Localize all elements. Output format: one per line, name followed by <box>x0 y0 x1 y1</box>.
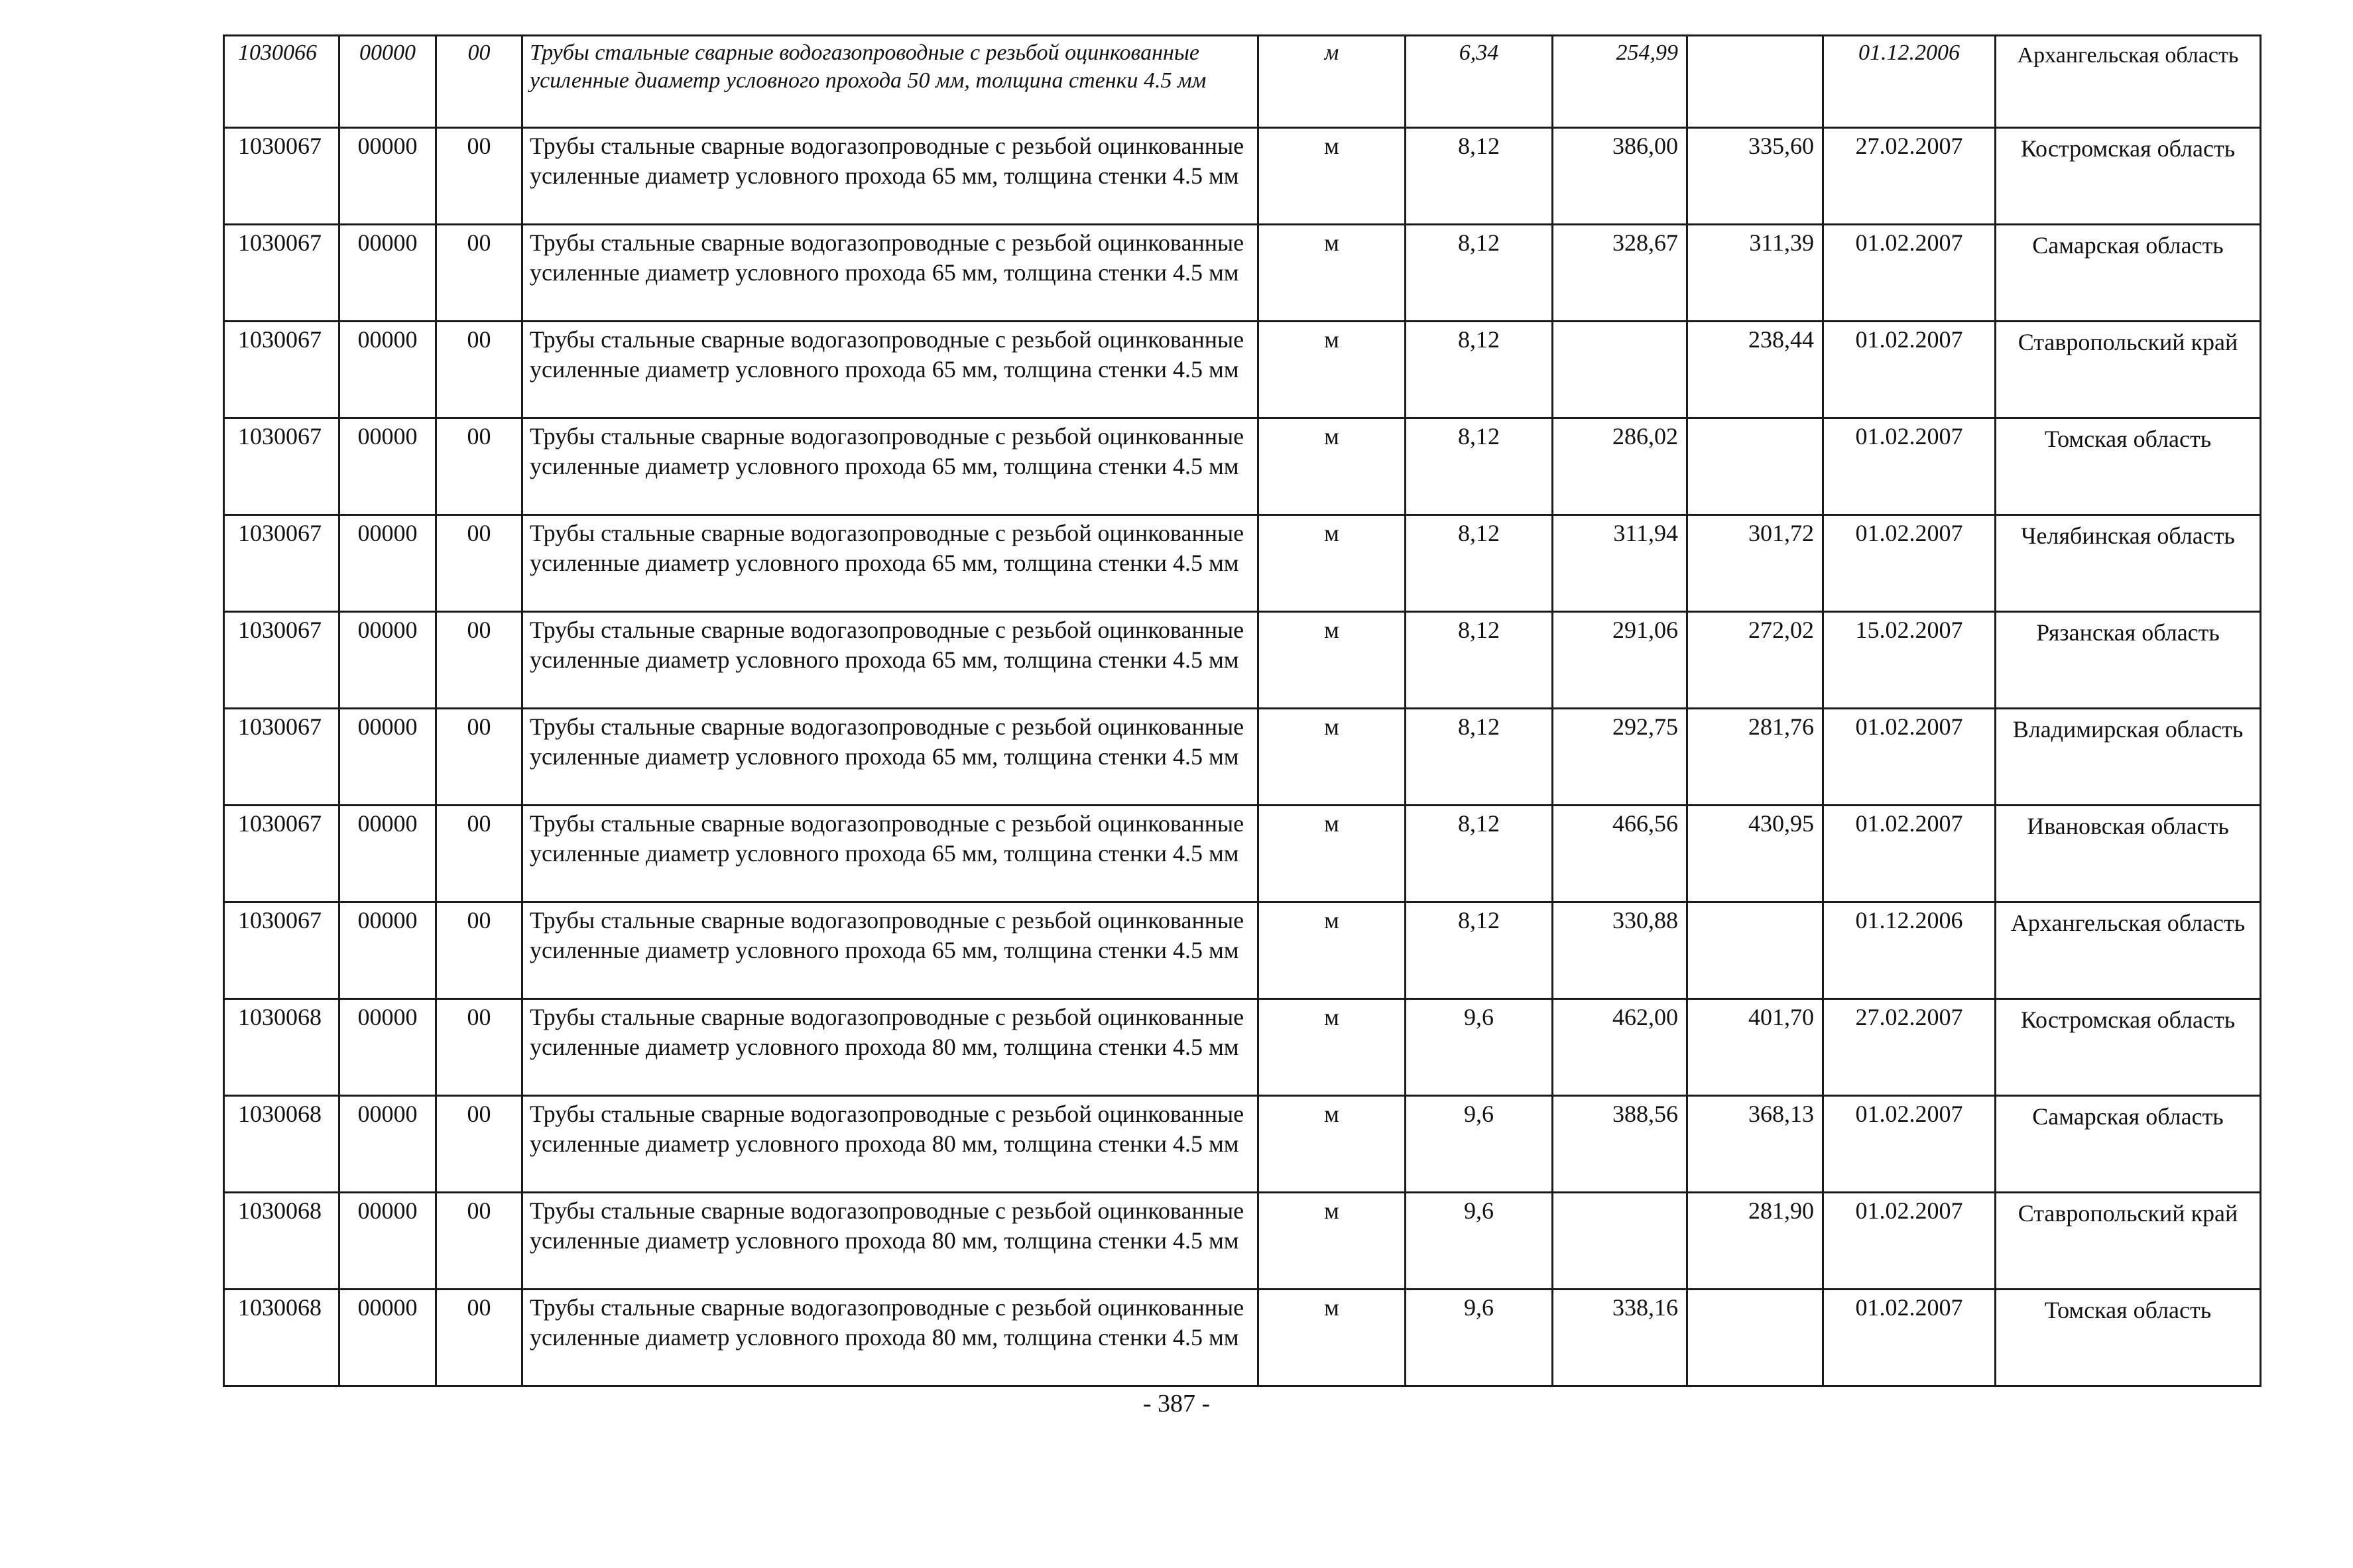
price-1-cell: 338,16 <box>1553 1290 1687 1386</box>
name-cell: Трубы стальные сварные водогазопроводные с резьбой оцинкованные усиленные диаметр условного прохода 65 мм, толщина стенки 4.5 мм <box>522 902 1258 999</box>
page-number: - 387 - <box>1142 1390 1211 1417</box>
date-cell: 27.02.2007 <box>1823 128 1996 225</box>
code-cell: 1030067 <box>224 902 339 999</box>
weight-cell: 8,12 <box>1406 225 1553 322</box>
price-1-cell: 386,00 <box>1553 128 1687 225</box>
version-cell: 00 <box>436 612 522 709</box>
code-cell: 1030068 <box>224 999 339 1096</box>
subcode-cell: 00000 <box>339 322 436 418</box>
unit-cell: м <box>1258 36 1406 128</box>
price-1-cell: 254,99 <box>1553 36 1687 128</box>
price-1-cell: 462,00 <box>1553 999 1687 1096</box>
weight-cell: 8,12 <box>1406 322 1553 418</box>
price-1-cell: 311,94 <box>1553 515 1687 612</box>
version-cell: 00 <box>436 515 522 612</box>
name-cell: Трубы стальные сварные водогазопроводные с резьбой оцинкованные усиленные диаметр условного прохода 80 мм, толщина стенки 4.5 мм <box>522 999 1258 1096</box>
table-row <box>224 515 2261 612</box>
date-cell: 01.02.2007 <box>1823 322 1996 418</box>
name-cell: Трубы стальные сварные водогазопроводные с резьбой оцинкованные усиленные диаметр условного прохода 50 мм, толщина стенки 4.5 мм <box>522 36 1258 128</box>
name-cell: Трубы стальные сварные водогазопроводные с резьбой оцинкованные усиленные диаметр условного прохода 65 мм, толщина стенки 4.5 мм <box>522 225 1258 322</box>
table-row <box>224 902 2261 999</box>
table-row <box>224 1096 2261 1193</box>
table-row <box>224 418 2261 515</box>
table-body <box>224 36 2261 1386</box>
unit-cell: м <box>1258 128 1406 225</box>
code-cell: 1030066 <box>224 36 339 128</box>
date-cell: 01.02.2007 <box>1823 1290 1996 1386</box>
weight-cell: 8,12 <box>1406 806 1553 902</box>
price-2-cell <box>1687 36 1823 128</box>
table-row <box>224 999 2261 1096</box>
name-cell: Трубы стальные сварные водогазопроводные с резьбой оцинкованные усиленные диаметр условного прохода 65 мм, толщина стенки 4.5 мм <box>522 709 1258 806</box>
subcode-cell: 00000 <box>339 1193 436 1290</box>
region-cell: Ставропольский край <box>1996 1193 2261 1290</box>
unit-cell: м <box>1258 322 1406 418</box>
version-cell: 00 <box>436 225 522 322</box>
region-cell: Архангельская область <box>1996 36 2261 128</box>
price-2-cell <box>1687 418 1823 515</box>
name-cell: Трубы стальные сварные водогазопроводные с резьбой оцинкованные усиленные диаметр условного прохода 65 мм, толщина стенки 4.5 мм <box>522 128 1258 225</box>
name-cell: Трубы стальные сварные водогазопроводные с резьбой оцинкованные усиленные диаметр условного прохода 80 мм, толщина стенки 4.5 мм <box>522 1290 1258 1386</box>
date-cell: 15.02.2007 <box>1823 612 1996 709</box>
code-cell: 1030067 <box>224 515 339 612</box>
price-2-cell: 311,39 <box>1687 225 1823 322</box>
weight-cell: 8,12 <box>1406 709 1553 806</box>
price-2-cell: 281,90 <box>1687 1193 1823 1290</box>
price-2-cell <box>1687 902 1823 999</box>
date-cell: 01.02.2007 <box>1823 515 1996 612</box>
table-row <box>224 806 2261 902</box>
code-cell: 1030068 <box>224 1290 339 1386</box>
region-cell: Самарская область <box>1996 1096 2261 1193</box>
price-2-cell <box>1687 1290 1823 1386</box>
date-cell: 01.02.2007 <box>1823 225 1996 322</box>
date-cell: 01.02.2007 <box>1823 418 1996 515</box>
table-row <box>224 1290 2261 1386</box>
table-row <box>224 612 2261 709</box>
version-cell: 00 <box>436 806 522 902</box>
price-1-cell: 330,88 <box>1553 902 1687 999</box>
version-cell: 00 <box>436 1290 522 1386</box>
name-cell: Трубы стальные сварные водогазопроводные с резьбой оцинкованные усиленные диаметр условного прохода 65 мм, толщина стенки 4.5 мм <box>522 322 1258 418</box>
code-cell: 1030068 <box>224 1193 339 1290</box>
version-cell: 00 <box>436 36 522 128</box>
unit-cell: м <box>1258 418 1406 515</box>
unit-cell: м <box>1258 999 1406 1096</box>
subcode-cell: 00000 <box>339 709 436 806</box>
subcode-cell: 00000 <box>339 1290 436 1386</box>
price-2-cell: 281,76 <box>1687 709 1823 806</box>
version-cell: 00 <box>436 1096 522 1193</box>
price-2-cell: 430,95 <box>1687 806 1823 902</box>
code-cell: 1030067 <box>224 806 339 902</box>
price-1-cell: 286,02 <box>1553 418 1687 515</box>
subcode-cell: 00000 <box>339 806 436 902</box>
subcode-cell: 00000 <box>339 902 436 999</box>
unit-cell: м <box>1258 1096 1406 1193</box>
version-cell: 00 <box>436 322 522 418</box>
unit-cell: м <box>1258 515 1406 612</box>
version-cell: 00 <box>436 999 522 1096</box>
date-cell: 27.02.2007 <box>1823 999 1996 1096</box>
price-1-cell: 291,06 <box>1553 612 1687 709</box>
document-sheet <box>223 34 2260 1387</box>
unit-cell: м <box>1258 902 1406 999</box>
table-row <box>224 128 2261 225</box>
date-cell: 01.12.2006 <box>1823 902 1996 999</box>
unit-cell: м <box>1258 709 1406 806</box>
price-2-cell: 272,02 <box>1687 612 1823 709</box>
weight-cell: 9,6 <box>1406 1096 1553 1193</box>
name-cell: Трубы стальные сварные водогазопроводные с резьбой оцинкованные усиленные диаметр условного прохода 65 мм, толщина стенки 4.5 мм <box>522 418 1258 515</box>
price-1-cell <box>1553 1193 1687 1290</box>
unit-cell: м <box>1258 1193 1406 1290</box>
region-cell: Костромская область <box>1996 128 2261 225</box>
table-row <box>224 225 2261 322</box>
subcode-cell: 00000 <box>339 128 436 225</box>
unit-cell: м <box>1258 225 1406 322</box>
price-2-cell: 238,44 <box>1687 322 1823 418</box>
subcode-cell: 00000 <box>339 225 436 322</box>
date-cell: 01.02.2007 <box>1823 709 1996 806</box>
name-cell: Трубы стальные сварные водогазопроводные с резьбой оцинкованные усиленные диаметр условного прохода 80 мм, толщина стенки 4.5 мм <box>522 1096 1258 1193</box>
date-cell: 01.02.2007 <box>1823 806 1996 902</box>
weight-cell: 9,6 <box>1406 1193 1553 1290</box>
subcode-cell: 00000 <box>339 36 436 128</box>
region-cell: Томская область <box>1996 1290 2261 1386</box>
price-1-cell: 328,67 <box>1553 225 1687 322</box>
price-1-cell: 292,75 <box>1553 709 1687 806</box>
code-cell: 1030068 <box>224 1096 339 1193</box>
weight-cell: 8,12 <box>1406 902 1553 999</box>
subcode-cell: 00000 <box>339 1096 436 1193</box>
date-cell: 01.12.2006 <box>1823 36 1996 128</box>
price-2-cell: 301,72 <box>1687 515 1823 612</box>
unit-cell: м <box>1258 1290 1406 1386</box>
price-2-cell: 368,13 <box>1687 1096 1823 1193</box>
table-row <box>224 1193 2261 1290</box>
region-cell: Архангельская область <box>1996 902 2261 999</box>
subcode-cell: 00000 <box>339 612 436 709</box>
weight-cell: 8,12 <box>1406 128 1553 225</box>
region-cell: Самарская область <box>1996 225 2261 322</box>
weight-cell: 6,34 <box>1406 36 1553 128</box>
region-cell: Ставропольский край <box>1996 322 2261 418</box>
version-cell: 00 <box>436 128 522 225</box>
weight-cell: 9,6 <box>1406 999 1553 1096</box>
table-row <box>224 322 2261 418</box>
name-cell: Трубы стальные сварные водогазопроводные с резьбой оцинкованные усиленные диаметр условного прохода 80 мм, толщина стенки 4.5 мм <box>522 1193 1258 1290</box>
code-cell: 1030067 <box>224 322 339 418</box>
version-cell: 00 <box>436 902 522 999</box>
region-cell: Рязанская область <box>1996 612 2261 709</box>
region-cell: Челябинская область <box>1996 515 2261 612</box>
subcode-cell: 00000 <box>339 515 436 612</box>
code-cell: 1030067 <box>224 225 339 322</box>
price-1-cell: 466,56 <box>1553 806 1687 902</box>
code-cell: 1030067 <box>224 709 339 806</box>
price-2-cell: 401,70 <box>1687 999 1823 1096</box>
weight-cell: 8,12 <box>1406 418 1553 515</box>
price-2-cell: 335,60 <box>1687 128 1823 225</box>
region-cell: Ивановская область <box>1996 806 2261 902</box>
price-table <box>223 34 2262 1387</box>
subcode-cell: 00000 <box>339 418 436 515</box>
version-cell: 00 <box>436 709 522 806</box>
date-cell: 01.02.2007 <box>1823 1096 1996 1193</box>
name-cell: Трубы стальные сварные водогазопроводные с резьбой оцинкованные усиленные диаметр условного прохода 65 мм, толщина стенки 4.5 мм <box>522 612 1258 709</box>
subcode-cell: 00000 <box>339 999 436 1096</box>
date-cell: 01.02.2007 <box>1823 1193 1996 1290</box>
unit-cell: м <box>1258 806 1406 902</box>
region-cell: Томская область <box>1996 418 2261 515</box>
table-row <box>224 709 2261 806</box>
region-cell: Владимирская область <box>1996 709 2261 806</box>
code-cell: 1030067 <box>224 128 339 225</box>
name-cell: Трубы стальные сварные водогазопроводные с резьбой оцинкованные усиленные диаметр условного прохода 65 мм, толщина стенки 4.5 мм <box>522 806 1258 902</box>
code-cell: 1030067 <box>224 418 339 515</box>
weight-cell: 8,12 <box>1406 612 1553 709</box>
price-1-cell <box>1553 322 1687 418</box>
weight-cell: 9,6 <box>1406 1290 1553 1386</box>
version-cell: 00 <box>436 1193 522 1290</box>
region-cell: Костромская область <box>1996 999 2261 1096</box>
price-1-cell: 388,56 <box>1553 1096 1687 1193</box>
name-cell: Трубы стальные сварные водогазопроводные с резьбой оцинкованные усиленные диаметр условного прохода 65 мм, толщина стенки 4.5 мм <box>522 515 1258 612</box>
unit-cell: м <box>1258 612 1406 709</box>
table-row <box>224 36 2261 128</box>
version-cell: 00 <box>436 418 522 515</box>
weight-cell: 8,12 <box>1406 515 1553 612</box>
code-cell: 1030067 <box>224 612 339 709</box>
